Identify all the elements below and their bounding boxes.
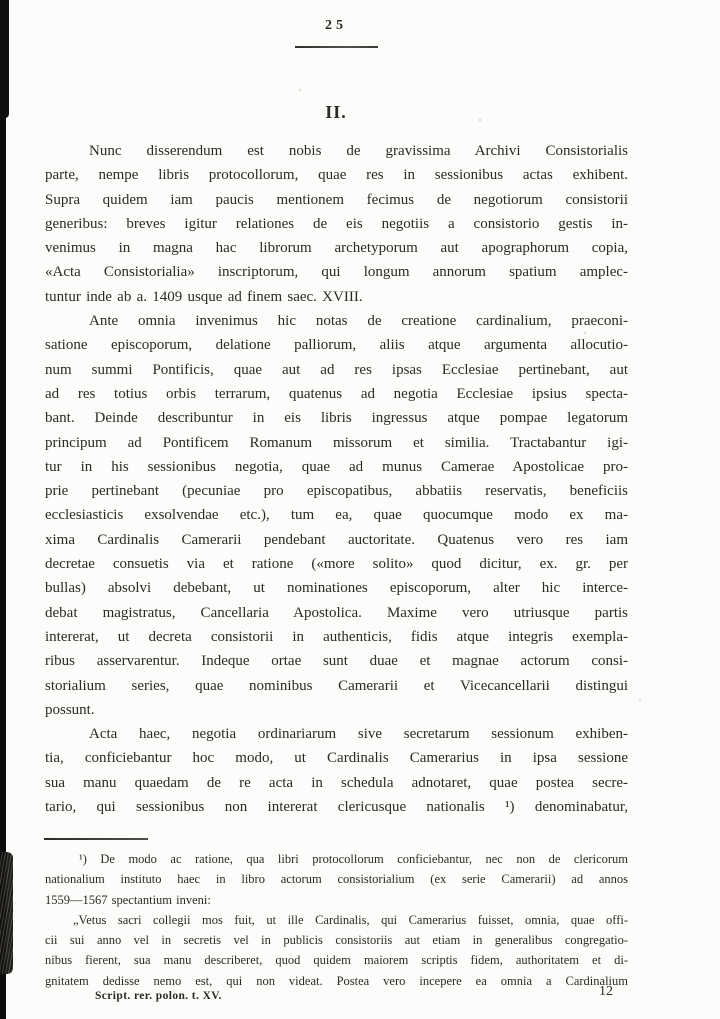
text-line: xima Cardinalis Camerarii pendebant auctoritate. Quatenus vero res iam (45, 531, 628, 548)
text-line: ecclesiasticis exsolvendae etc.), tum ea, quae quocumque modo ex ma- (45, 507, 628, 524)
paragraph-2 (45, 309, 628, 722)
text-line: principum ad Pontificem Romanum missorum et similia. Tractabantur igi- (45, 434, 628, 451)
text-line: nibus fierent, sua manu describeret, quod quidem maiorem scriptis fidem, authoritatem et di- (45, 953, 628, 968)
text-line: prie pertinebant (pecuniae pro episcopatibus, abbatiis reservatis, beneficiis (45, 483, 628, 500)
text-line: Acta haec, negotia ordinariarum sive secretarum sessionum exhiben- (89, 726, 628, 743)
text-line: generibus: breves igitur relationes de eis negotiis a consistorio gestis in- (45, 215, 628, 232)
series-signature: Script. rer. polon. t. XV. (95, 990, 222, 1002)
text-line: debat magistratus, Cancellaria Apostolica. Maxime vero utriusque partis (45, 604, 628, 621)
text-line: ribus asservarentur. Indeque ortae sunt duae et magnae actorum consi- (45, 653, 628, 670)
text-line: Nunc disserendum est nobis de gravissima Archivi Consistorialis (89, 143, 628, 159)
paragraph-1 (45, 139, 628, 309)
text-line: Ante omnia invenimus hic notas de creatione cardinalium, praeconi- (89, 313, 628, 330)
scan-edge-top (0, 0, 9, 118)
text-line: cii sui anno vel in secretis vel in publicis consistoriis aut etiam in generalibus congregatio- (45, 933, 628, 948)
text-line: storialium series, quae nominibus Camerarii et Vicecancellarii distingui (45, 677, 628, 694)
text-line: „Vetus sacri collegii mos fuit, ut ille Cardinalis, qui Camerarius fuisset, omnia, quae offi- (73, 912, 628, 927)
text-line: decretae consuetis via et ratione («more solito» quod dicitur, ex. gr. per (45, 556, 628, 573)
text-line: 1559—1567 spectantium inveni: (45, 892, 211, 907)
text-line: tuntur inde ab a. 1409 usque ad finem saec. XVIII. (45, 288, 363, 305)
footnote-paragraph-1 (45, 849, 628, 910)
text-line: bant. Deinde describuntur in eis libris ingressus atque pompae legatorum (45, 410, 628, 427)
text-line: satione episcoporum, delatione palliorum, aliis atque argumenta allocutio- (45, 337, 628, 354)
footnote (45, 849, 628, 991)
page-number-underline (295, 46, 378, 48)
footnote-paragraph-2 (45, 910, 628, 991)
text-line: Supra quidem iam paucis mentionem fecimus de negotiorum consistorii (45, 191, 628, 208)
text-line: ¹) De modo ac ratione, qua libri protocollorum conficiebantur, nec non de clericorum (79, 852, 628, 866)
text-line: num summi Pontificis, quae aut ad res ipsas Ecclesiae pertinebant, aut (45, 361, 628, 378)
text-line: gnitatem dedisse nemo est, qui non videat. Postea vero incepere ea omnia a Cardinalium (45, 973, 628, 988)
text-line: sua manu quaedam de re acta in schedula adnotaret, quae postea secre- (45, 774, 628, 791)
footnote-separator-rule (44, 838, 148, 840)
text-line: tia, conficiebantur hoc modo, ut Cardinalis Camerarius in ipsa sessione (45, 750, 628, 767)
scan-edge-texture (0, 852, 13, 974)
paragraph-3 (45, 722, 628, 819)
text-line: nationalium instituto haec in libro actorum consistorialium (ex serie Camerarii) ad annos (45, 872, 628, 887)
sheet-number: 12 (599, 984, 613, 999)
body-text (45, 139, 628, 819)
text-line: bullas) absolvi debebant, ut nominationes episcoporum, alter hic interce- (45, 580, 628, 597)
text-line: venimus in magna hac librorum archetyporum aut apographorum copia, (45, 240, 628, 257)
text-line: intererat, ut decreta consistorii in authenticis, fidis atque integris exempla- (45, 628, 628, 645)
text-line: tur in his sessionibus negotia, quae ad munus Camerae Apostolicae pro- (45, 458, 628, 475)
text-line: parte, nempe libris protocollorum, quae res in sessionibus actas exhibent. (45, 167, 628, 184)
text-line: tario, qui sessionibus non intererat clericusque nationalis ¹) denominabatur, (45, 799, 628, 816)
text-line: ad res totius orbis terrarum, quatenus ad negotia Ecclesiae ipsius specta- (45, 385, 628, 402)
text-line: possunt. (45, 701, 95, 718)
page-number: 25 (325, 18, 347, 33)
section-heading: II. (325, 102, 347, 122)
text-line: «Acta Consistorialia» inscriptorum, qui longum annorum spatium amplec- (45, 264, 628, 281)
